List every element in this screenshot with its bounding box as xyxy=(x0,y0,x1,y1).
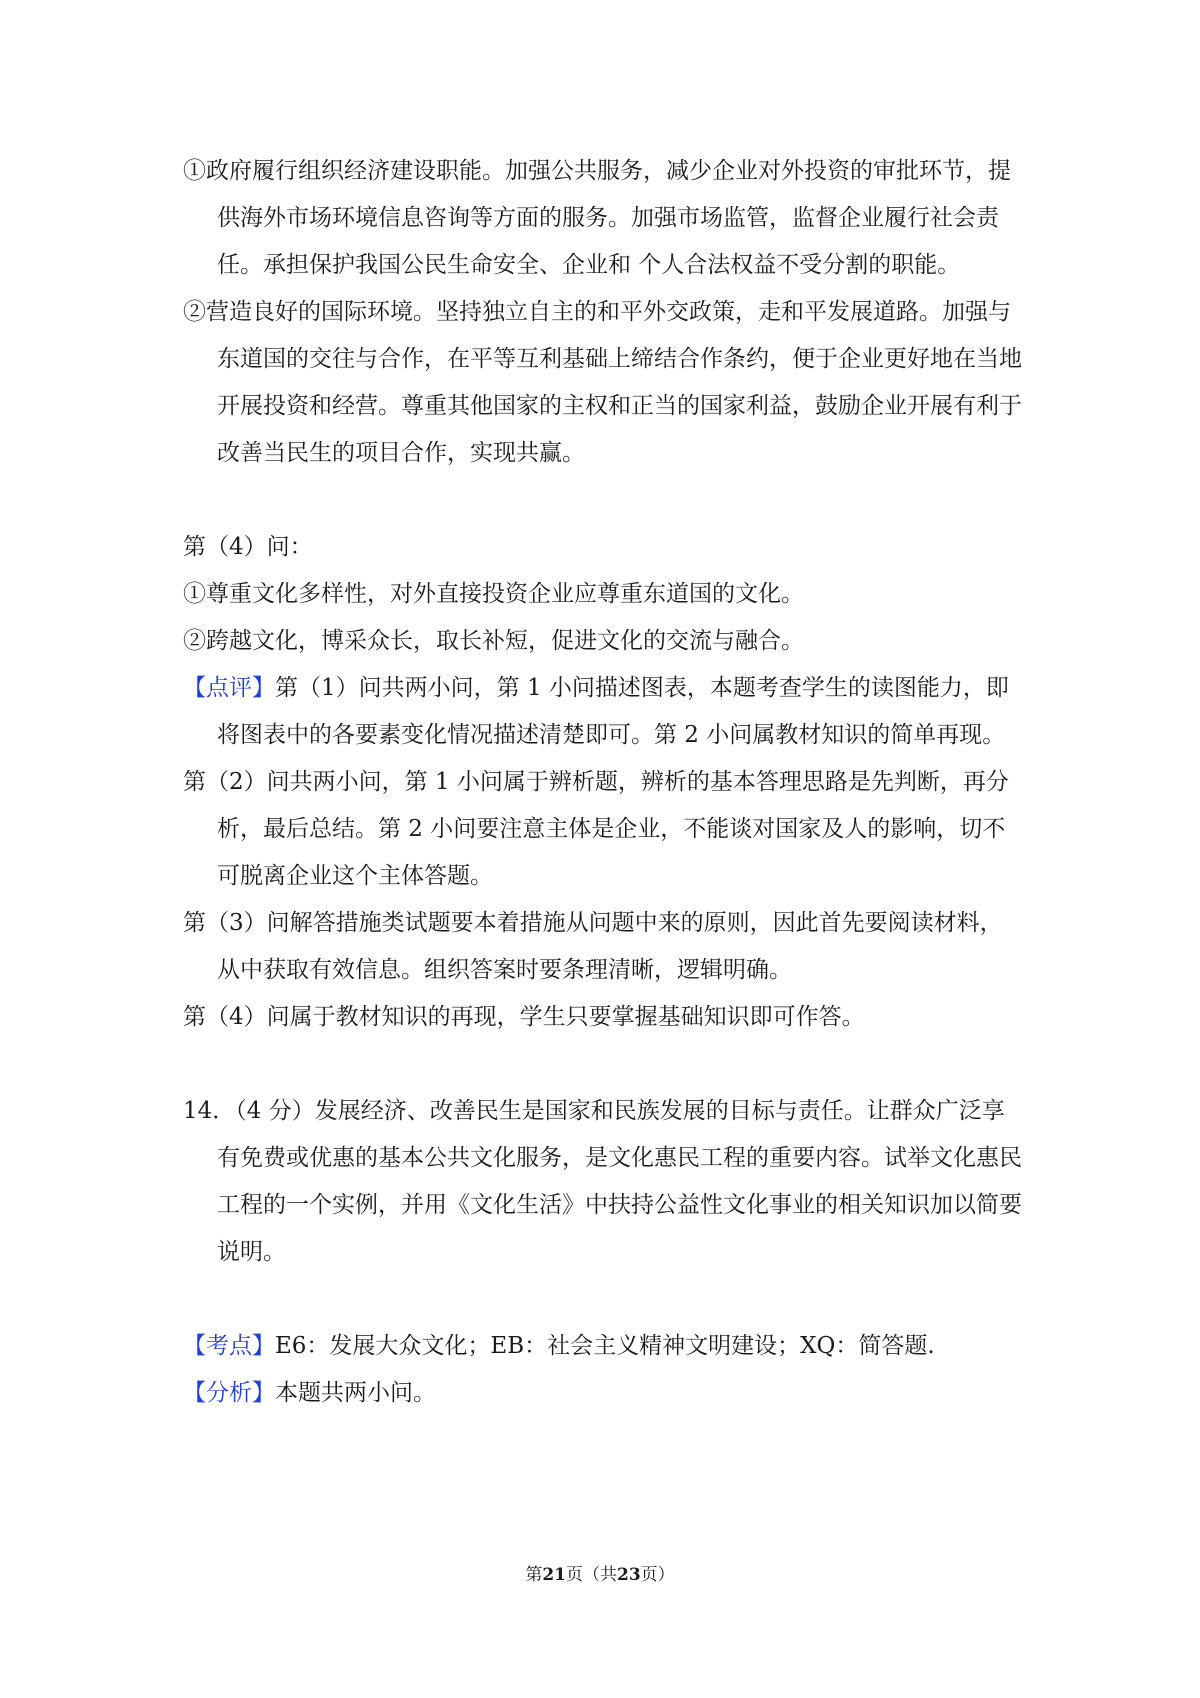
q4-heading: 第（4）问： xyxy=(183,534,313,560)
question-14 xyxy=(183,1088,1023,1276)
comment-text: 第（1）问共两小问，第 1 小问描述图表，本题考查学生的读图能力，即将图表中的各要素变化情况描述清楚即可。第 2 小问属教材知识的简单再现。 xyxy=(217,675,1009,748)
footer-prefix: 第 xyxy=(525,1565,543,1585)
page-content xyxy=(183,148,1023,1417)
footer-page-number: 21 xyxy=(542,1565,566,1585)
q4-answer-2: ②跨越文化，博采众长，取长补短，促进文化的交流与融合。 xyxy=(183,628,804,654)
kaodian-text: E6：发展大众文化；EB：社会主义精神文明建设；XQ：简答题. xyxy=(275,1333,935,1359)
q4-answer-1: ①尊重文化多样性，对外直接投资企业应尊重东道国的文化。 xyxy=(183,581,804,607)
fenxi-text: 本题共两小问。 xyxy=(275,1380,436,1406)
q3-answer-2: ②营造良好的国际环境。坚持独立自主的和平外交政策，走和平发展道路。加强与东道国的交往与合作，在平等互利基础上缔结合作条约，便于企业更好地在当地开展投资和经营。尊重其他国家的主权和正当的国家利益，鼓励企业开展有利于改善当民生的项目合作，实现共赢。 xyxy=(183,299,1022,466)
kaodian-tag: 【考点】 xyxy=(183,1333,275,1359)
spacer xyxy=(183,477,1023,524)
spacer xyxy=(183,1041,1023,1088)
footer-total-pages: 23 xyxy=(617,1565,641,1585)
spacer xyxy=(183,1276,1023,1323)
comment-paragraph xyxy=(183,665,1023,759)
comment-paragraph-q2: 第（2）问共两小问，第 1 小问属于辨析题，辨析的基本答理思路是先判断，再分析，最后总结。第 2 小问要注意主体是企业，不能谈对国家及人的影响，切不可脱离企业这个主体答题。 xyxy=(183,769,1009,889)
fenxi-tag: 【分析】 xyxy=(183,1380,275,1406)
footer-suffix: 页） xyxy=(640,1565,675,1585)
footer-middle: 页（共 xyxy=(566,1565,617,1585)
page-footer xyxy=(0,1560,1200,1585)
question-number: 14． xyxy=(183,1098,236,1124)
kaodian-paragraph xyxy=(183,1323,1023,1370)
comment-paragraph-q3: 第（3）问解答措施类试题要本着措施从问题中来的原则，因此首先要阅读材料，从中获取有效信息。组织答案时要条理清晰，逻辑明确。 xyxy=(183,910,1003,983)
comment-paragraph-q4: 第（4）问属于教材知识的再现，学生只要掌握基础知识即可作答。 xyxy=(183,1004,865,1030)
comment-tag: 【点评】 xyxy=(183,675,275,701)
q3-answer-1: ①政府履行组织经济建设职能。加强公共服务，减少企业对外投资的审批环节，提供海外市场环境信息咨询等方面的服务。加强市场监管，监督企业履行社会责任。承担保护我国公民生命安全、企业和 个人合法权益不受分割的职能。 xyxy=(183,158,1011,278)
question-text: （4 分）发展经济、改善民生是国家和民族发展的目标与责任。让群众广泛享有免费或优惠的基本公共文化服务，是文化惠民工程的重要内容。试举文化惠民工程的一个实例，并用《文化生活》中扶持公益性文化事业的相关知识加以简要说明。 xyxy=(217,1098,1022,1265)
fenxi-paragraph xyxy=(183,1370,1023,1417)
